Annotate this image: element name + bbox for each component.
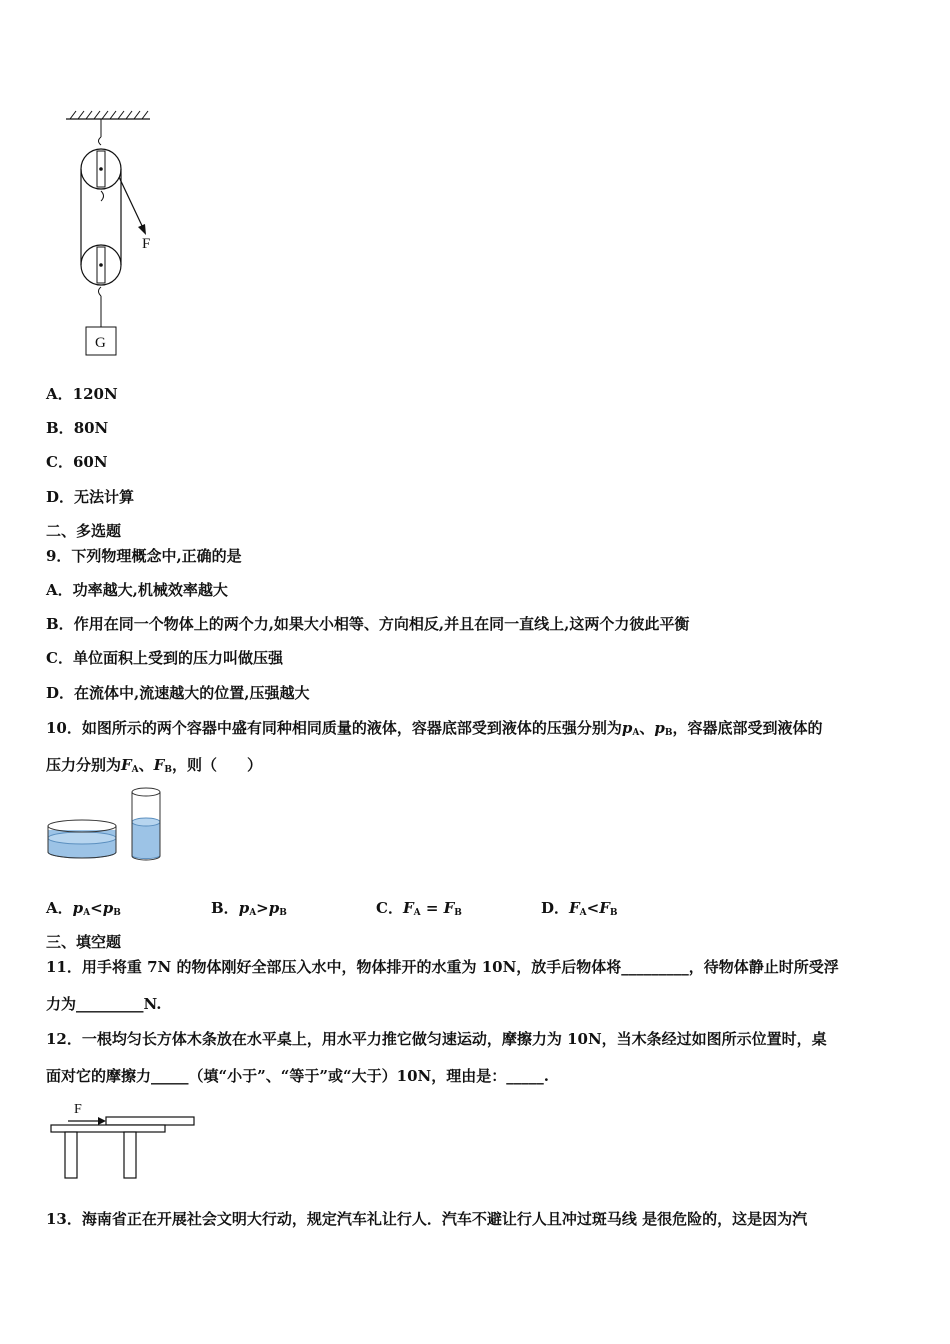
q8-option-b[interactable]: B．80N [46, 419, 109, 437]
q9-stem: 9．下列物理概念中,正确的是 [46, 547, 242, 565]
q10-option-c[interactable]: C．$F_A = F_B$ [376, 899, 462, 918]
q10-stem-line2: 压力分别为$F_A$、$F_B$，则（ ） [46, 756, 262, 775]
q13-line1: 13．海南省正在开展社会文明大行动，规定汽车礼让行人．汽车不避让行人且冲过斑马线 是很危险的，这是因为汽 [46, 1210, 808, 1228]
push-force-label: F [74, 1102, 82, 1117]
q9-option-d[interactable]: D．在流体中,流速越大的位置,压强越大 [46, 684, 310, 702]
q8-option-d[interactable]: D．无法计算 [46, 488, 135, 506]
q9-option-c[interactable]: C．单位面积上受到的压力叫做压强 [46, 649, 283, 667]
q11-line2: 力为_________N. [46, 995, 162, 1013]
q9-option-b[interactable]: B．作用在同一个物体上的两个力,如果大小相等、方向相反,并且在同一直线上,这两个力彼此平衡 [46, 615, 690, 633]
q9-option-a[interactable]: A．功率越大,机械效率越大 [46, 581, 228, 599]
table-figure [48, 1100, 198, 1184]
q8-option-c[interactable]: C．60N [46, 453, 108, 471]
q10-option-d[interactable]: D．$F_A<F_B$ [541, 899, 618, 918]
q10-option-a[interactable]: A．$p_A<p_B$ [46, 899, 121, 918]
section-heading-fill-blank: 三、填空题 [46, 933, 122, 951]
force-label: F [142, 236, 151, 252]
q12-line1: 12．一根均匀长方体木条放在水平桌上，用水平力推它做匀速运动，摩擦力为 10N，当木条经过如图所示位置时，桌 [46, 1030, 827, 1048]
q11-line1: 11．用手将重 7N 的物体刚好全部压入水中，物体排开的水重为 10N，放手后物体将_________，待物体静止时所受浮 [46, 958, 839, 976]
section-heading-multiple-choice: 二、多选题 [46, 522, 122, 540]
weight-label: G [95, 335, 106, 351]
pulley-figure [60, 105, 170, 360]
q8-option-a[interactable]: A．120N [46, 385, 118, 403]
q12-line2: 面对它的摩擦力_____（填“小于”、“等于”或“大于）10N，理由是：_____. [46, 1067, 549, 1085]
containers-figure [44, 786, 168, 866]
q10-option-b[interactable]: B．$p_A>p_B$ [211, 899, 287, 918]
q10-stem-line1: 10．如图所示的两个容器中盛有同种相同质量的液体，容器底部受到液体的压强分别为$p_A$、$p_B$，容器底部受到液体的 [46, 719, 823, 738]
